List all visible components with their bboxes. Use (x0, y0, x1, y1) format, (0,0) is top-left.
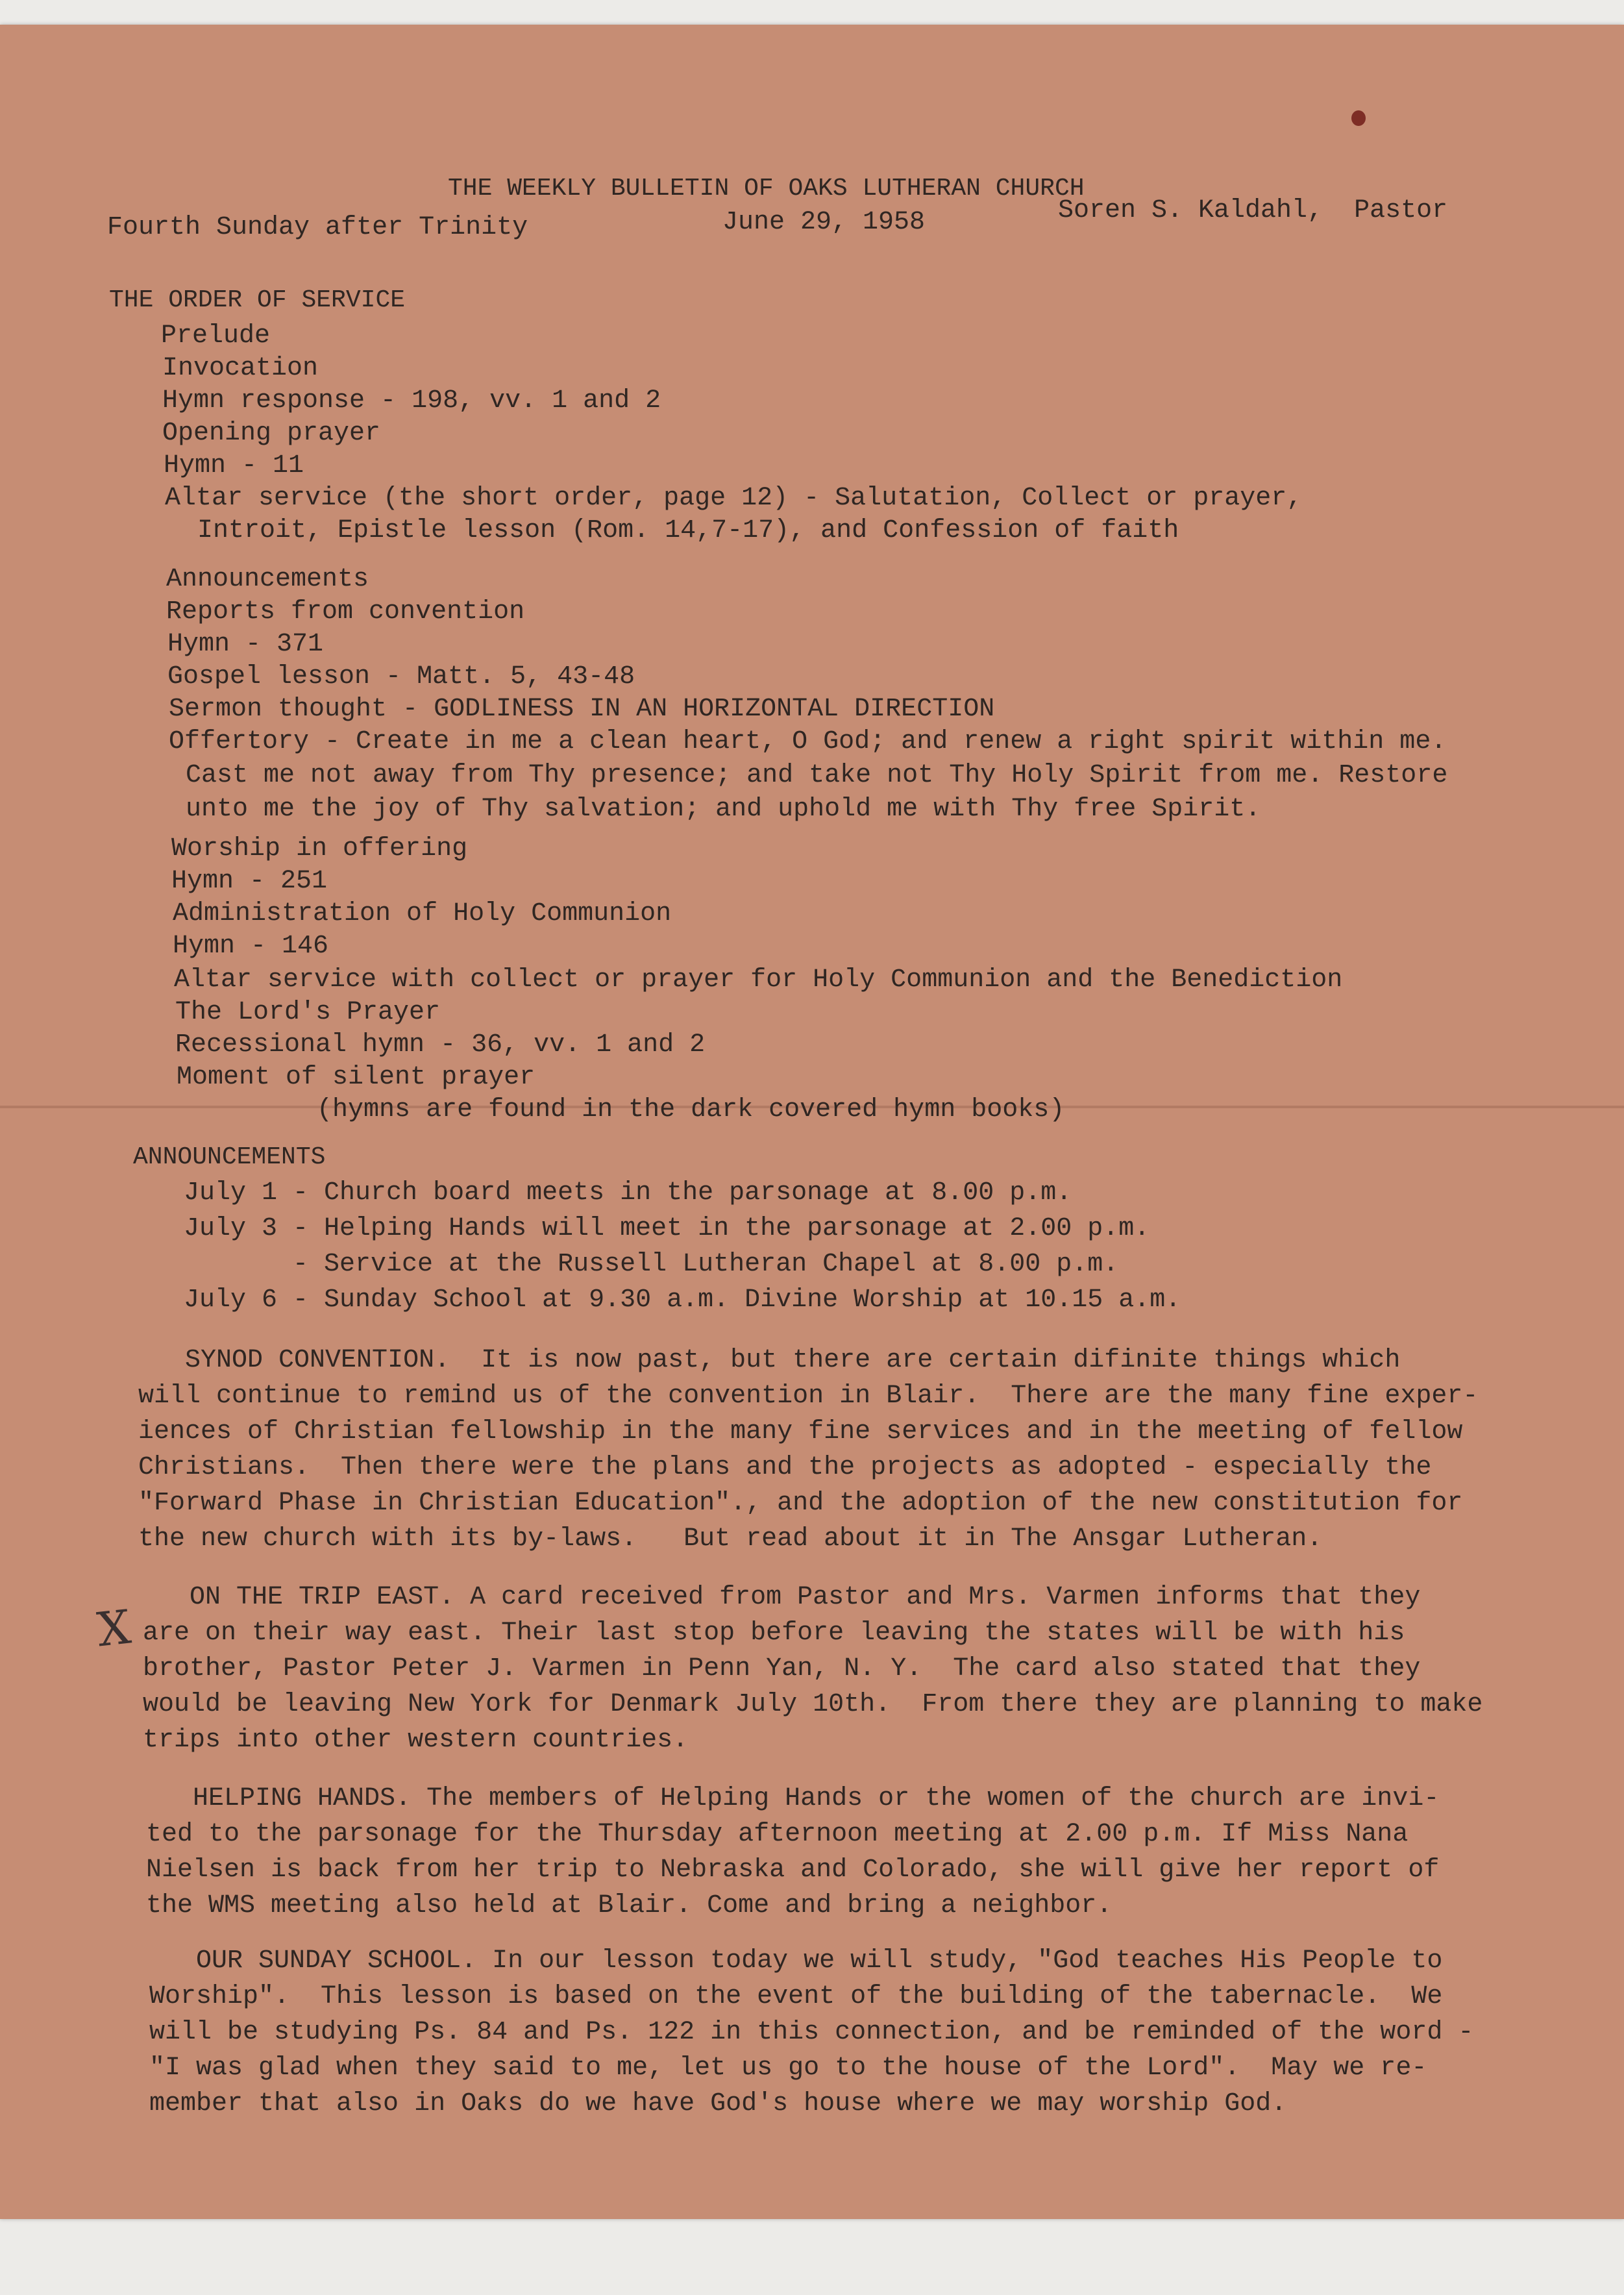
article-line: SYNOD CONVENTION. It is now past, but there are certain difinite things which (138, 1346, 1401, 1375)
article-line: will continue to remind us of the convention in Blair. There are the many fine exper- (138, 1382, 1479, 1411)
article-line: will be studying Ps. 84 and Ps. 122 in this connection, and be reminded of the word - (149, 2018, 1474, 2047)
service-item: Prelude (161, 321, 271, 351)
service-date: June 29, 1958 (722, 208, 926, 237)
article-line: brother, Pastor Peter J. Varmen in Penn Yan, N. Y. The card also stated that they (143, 1654, 1421, 1683)
article-line: OUR SUNDAY SCHOOL. In our lesson today we will study, "God teaches His People to (149, 1946, 1443, 1976)
service-item: Gospel lesson - Matt. 5, 43-48 (167, 662, 635, 691)
ink-blot (1351, 110, 1366, 126)
order-of-service-heading: THE ORDER OF SERVICE (109, 286, 406, 314)
service-item: Reports from convention (166, 597, 525, 626)
service-item: Hymn - 11 (164, 451, 304, 480)
bulletin-page (0, 25, 1624, 2219)
article-line: the WMS meeting also held at Blair. Come and bring a neighbor. (146, 1891, 1113, 1920)
article-line: member that also in Oaks do we have God's house where we may worship God. (149, 2089, 1287, 2118)
service-item: Moment of silent prayer (177, 1063, 535, 1092)
article-line: Worship". This lesson is based on the event of the building of the tabernacle. We (149, 1982, 1443, 2011)
service-item: Hymn - 371 (167, 630, 324, 659)
service-item: Hymn - 251 (171, 867, 328, 896)
handwritten-x-mark: X (94, 1599, 134, 1657)
service-item: Sermon thought - GODLINESS IN AN HORIZONTAL DIRECTION (169, 695, 995, 724)
service-item: Introit, Epistle lesson (Rom. 14,7-17), and Confession of faith (166, 516, 1179, 545)
service-item: Altar service with collect or prayer for Holy Communion and the Benediction (174, 965, 1343, 995)
announcement-item: - Service at the Russell Lutheran Chapel at 8.00 p.m. (184, 1250, 1119, 1279)
article-line: Christians. Then there were the plans and the projects as adopted - especially the (138, 1453, 1432, 1482)
bulletin-title: THE WEEKLY BULLETIN OF OAKS LUTHERAN CHURCH (448, 175, 1085, 203)
article-line: ted to the parsonage for the Thursday afternoon meeting at 2.00 p.m. If Miss Nana (146, 1820, 1409, 1849)
service-item: Invocation (162, 354, 319, 383)
article-line: trips into other western countries. (143, 1726, 689, 1755)
announcement-item: July 6 - Sunday School at 9.30 a.m. Divine Worship at 10.15 a.m. (184, 1285, 1181, 1315)
service-item: The Lord's Prayer (175, 998, 441, 1027)
service-item: Offertory - Create in me a clean heart, O God; and renew a right spirit within me. (169, 727, 1447, 756)
service-item: Announcements (166, 565, 369, 594)
service-item: Altar service (the short order, page 12) - Salutation, Collect or prayer, (165, 484, 1303, 513)
article-line: "Forward Phase in Christian Education"., and the adoption of the new constitution for (138, 1489, 1463, 1518)
announcements-heading: ANNOUNCEMENTS (133, 1143, 326, 1171)
article-line: ON THE TRIP EAST. A card received from Pastor and Mrs. Varmen informs that they (143, 1583, 1421, 1612)
service-item: Worship in offering (171, 834, 468, 863)
article-line: Nielsen is back from her trip to Nebraska and Colorado, she will give her report of (146, 1855, 1440, 1885)
service-item: Recessional hymn - 36, vv. 1 and 2 (175, 1030, 706, 1060)
service-item: Hymn response - 198, vv. 1 and 2 (162, 386, 661, 416)
service-item: Opening prayer (162, 419, 381, 448)
service-item: Administration of Holy Communion (173, 899, 672, 928)
article-line: the new church with its by-laws. But read about it in The Ansgar Lutheran. (138, 1524, 1323, 1554)
article-line: would be leaving New York for Denmark July 10th. From there they are planning to make (143, 1690, 1483, 1719)
announcement-item: July 3 - Helping Hands will meet in the parsonage at 2.00 p.m. (184, 1214, 1150, 1243)
service-item: (hymns are found in the dark covered hymn books) (177, 1095, 1065, 1124)
article-line: are on their way east. Their last stop before leaving the states will be with his (143, 1619, 1405, 1648)
service-item: unto me the joy of Thy salvation; and uphold me with Thy free Spirit. (170, 795, 1261, 824)
service-item: Hymn - 146 (173, 932, 329, 961)
article-line: "I was glad when they said to me, let us go to the house of the Lord". May we re- (149, 2053, 1427, 2083)
article-line: HELPING HANDS. The members of Helping Hands or the women of the church are invi- (146, 1784, 1440, 1813)
announcement-item: July 1 - Church board meets in the parsonage at 8.00 p.m. (184, 1178, 1072, 1208)
occasion: Fourth Sunday after Trinity (107, 213, 528, 242)
service-item: Cast me not away from Thy presence; and take not Thy Holy Spirit from me. Restore (170, 761, 1448, 790)
pastor-name: Soren S. Kaldahl, Pastor (1058, 196, 1448, 225)
article-line: iences of Christian fellowship in the many fine services and in the meeting of fellow (138, 1417, 1463, 1446)
